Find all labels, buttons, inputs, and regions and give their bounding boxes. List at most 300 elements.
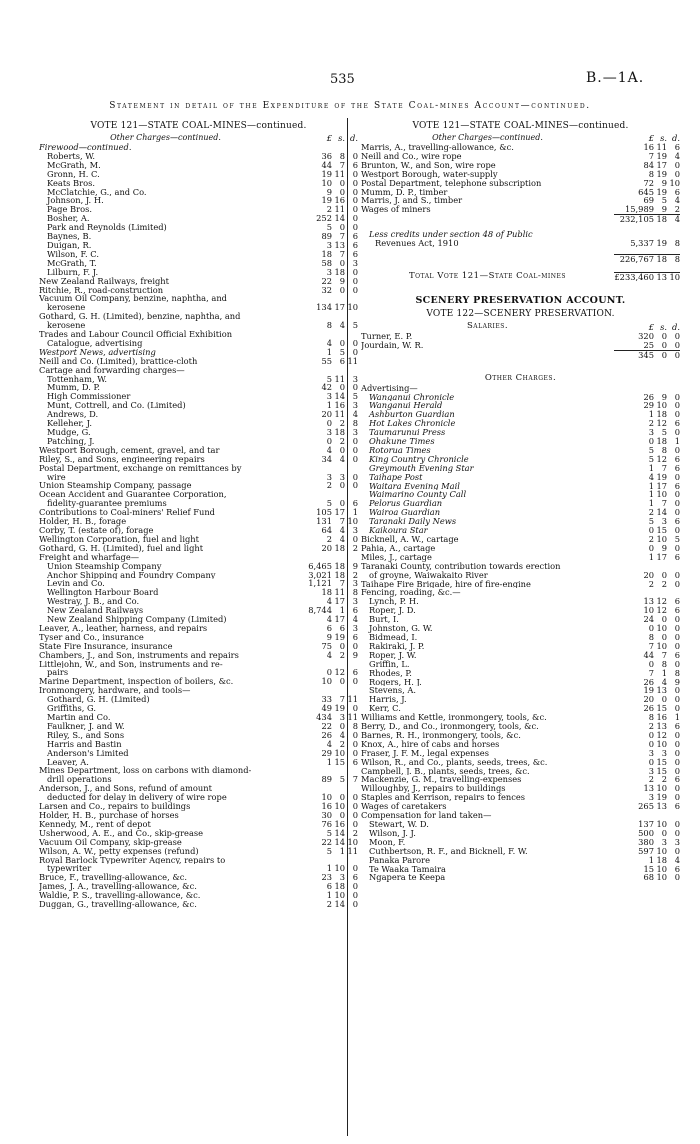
- pence-value: 0: [352, 453, 358, 464]
- ledger-entry-row: [39, 383, 358, 392]
- shillings-value: 11: [334, 204, 345, 215]
- ledger-entry-label: Wilson, A. W., petty expenses (refund): [39, 846, 199, 856]
- ledger-entry-amount: [614, 580, 680, 589]
- pence-value: 3: [352, 596, 358, 607]
- ledger-entry-row: [361, 722, 680, 731]
- ledger-entry-amount: [614, 651, 680, 660]
- shillings-value: 7: [339, 231, 345, 242]
- pence-value: 0: [674, 819, 680, 829]
- ledger-entry-row: [361, 695, 680, 704]
- pence-value: 0: [674, 729, 680, 740]
- ledger-entry-label: Fraser, J. F. M., legal expenses: [361, 748, 489, 758]
- ledger-entry-amount: [614, 758, 680, 767]
- ledger-entry-row: [39, 366, 358, 375]
- pounds-value: 5: [326, 498, 332, 509]
- pence-value: 5: [352, 391, 358, 402]
- other-charges-rows: [361, 384, 680, 883]
- pounds-value: 68: [643, 872, 654, 883]
- ledger-entry-row: [361, 633, 680, 642]
- ledger-entry-row: [39, 686, 358, 695]
- ledger-entry-row: [39, 517, 358, 526]
- pence-value: 11: [347, 845, 358, 856]
- pounds-value: 15: [643, 863, 654, 874]
- pounds-value: 4: [326, 596, 332, 607]
- ledger-entry-row: [39, 722, 358, 731]
- ledger-entry-row: [39, 232, 358, 241]
- pounds-value: 1: [648, 409, 654, 420]
- ledger-entry-label: Rakiraki, J. P.: [369, 641, 425, 651]
- pounds-value: 19: [321, 168, 332, 179]
- total-vote-amount: £233,460 13 10: [614, 271, 680, 282]
- pounds-value: 16: [321, 801, 332, 812]
- ledger-entry-label: Postal Department, telephone subscription: [361, 178, 542, 188]
- ledger-entry-amount: [292, 392, 358, 401]
- ledger-entry-row: [361, 758, 680, 767]
- ledger-entry-row: [39, 294, 358, 303]
- shillings-value: 3: [339, 872, 345, 883]
- pence-value: 0: [352, 204, 358, 215]
- ledger-entry-amount: [292, 873, 358, 882]
- pounds-value: 36: [321, 150, 332, 161]
- ledger-entry-row: [39, 508, 358, 517]
- shillings-value: 7: [661, 498, 667, 509]
- ledger-entry-row: [361, 384, 680, 393]
- ledger-entry-row: [361, 393, 680, 402]
- ledger-entry-label: Anderson's Limited: [47, 748, 129, 758]
- ledger-entry-row: [39, 829, 358, 838]
- ledger-entry-row: [39, 259, 358, 268]
- shillings-value: 5: [339, 774, 345, 785]
- ledger-entry-label: Hot Lakes Chronicle: [369, 419, 456, 429]
- ledger-entry-row: [361, 811, 680, 820]
- ledger-entry-amount: [614, 428, 680, 437]
- pence-value: 0: [674, 409, 680, 420]
- ledger-entry-label: Mudge, G.: [47, 428, 91, 437]
- ledger-entry-label: Rogers, H. J.: [369, 677, 422, 687]
- ledger-entry-row: [39, 838, 358, 847]
- ledger-entry-amount: [614, 482, 680, 491]
- shillings-value: 4: [339, 524, 345, 535]
- vote-heading: VOTE 121—STATE COAL-MINES—continued.: [90, 121, 307, 131]
- ledger-entry-row: [361, 446, 680, 455]
- shillings-value: 4: [339, 320, 345, 331]
- pence-value: 0: [674, 569, 680, 580]
- shillings-value: 1: [339, 845, 345, 856]
- pounds-value: 434: [316, 712, 332, 722]
- pence-value: 0: [352, 863, 358, 874]
- ledger-entry-label: Park and Reynolds (Limited): [47, 223, 167, 233]
- ledger-entry-label: Willoughby, J., repairs to buildings: [361, 784, 506, 794]
- shillings-value: 0: [339, 498, 345, 509]
- pounds-value: 0: [648, 525, 654, 536]
- pence-value: 11: [347, 694, 358, 705]
- pence-value: 6: [352, 756, 358, 767]
- ledger-entry-row: [361, 188, 680, 197]
- shillings-value: 0: [661, 330, 667, 341]
- pounds-value: 13: [643, 783, 654, 794]
- ledger-entry-label: Littlejohn, W., and Son, instruments and re-: [39, 659, 223, 669]
- shillings-value: 11: [656, 142, 667, 152]
- pounds-value: 20: [321, 409, 332, 420]
- ledger-entry-amount: [614, 873, 680, 882]
- pounds-value: 265: [638, 801, 654, 812]
- ledger-entry-row: [361, 473, 680, 482]
- ledger-entry-label: Brunton, W., and Son, wire rope: [361, 160, 496, 170]
- ledger-entry-label: Usherwood, A. E., and Co., skip-grease: [39, 828, 204, 838]
- pence-value: 0: [352, 818, 358, 829]
- ledger-entry-amount: [292, 749, 358, 758]
- net-amount: 226,767 18 8: [614, 254, 680, 264]
- ledger-entry-row: [39, 660, 358, 669]
- shillings-value: 19: [656, 168, 667, 179]
- shillings-value: 7: [339, 248, 345, 259]
- ledger-entry-row: [39, 401, 358, 410]
- pounds-value: 0: [648, 658, 654, 669]
- ledger-entry-row: [39, 490, 358, 499]
- ledger-entry-row: [39, 339, 358, 348]
- ledger-entry-label: Chambers, J., and Son, instruments and repairs: [39, 650, 239, 660]
- ledger-entry-label: Faulkner, J. and W.: [47, 721, 125, 731]
- shillings-value: 4: [339, 453, 345, 464]
- ledger-entry-label: Miles, J., cartage: [361, 552, 432, 562]
- pence-value: 0: [674, 489, 680, 500]
- ledger-entry-label: Trades and Labour Council Official Exhibition: [39, 330, 233, 339]
- ledger-entry-row: [39, 713, 358, 722]
- pence-value: 3: [352, 427, 358, 437]
- pounds-value: 18: [321, 248, 332, 259]
- ledger-entry-label: Campbell, J. B., plants, seeds, trees, &c.: [361, 766, 530, 776]
- shillings-value: 0: [661, 694, 667, 705]
- ledger-entry-label: New Zealand Railways: [47, 606, 144, 616]
- pounds-value: 2: [648, 774, 654, 785]
- ledger-entry-row: [361, 873, 680, 882]
- ledger-entry-label: Union Steamship Company, passage: [39, 481, 192, 491]
- ledger-entry-label: Neill and Co., wire rope: [361, 151, 462, 161]
- ledger-entry-label: Wilson, F. C.: [47, 249, 99, 259]
- pence-value: 0: [674, 623, 680, 634]
- pounds-header: £: [326, 133, 332, 144]
- shillings-value: 9: [661, 204, 667, 215]
- pounds-value: 3: [326, 427, 332, 437]
- ledger-entry-row: [39, 588, 358, 597]
- pounds-value: 252: [316, 213, 332, 224]
- ledger-entry-amount: [614, 767, 680, 776]
- ledger-entry-label: Martin and Co.: [47, 713, 111, 722]
- pounds-value: 8,744: [308, 605, 332, 616]
- pounds-value: 22: [321, 720, 332, 731]
- pence-value: 6: [352, 605, 358, 616]
- shillings-value: 0: [339, 640, 345, 651]
- pounds-value: 84: [643, 159, 654, 170]
- pence-value: 0: [674, 427, 680, 438]
- pounds-value: 7: [648, 640, 654, 651]
- ledger-entry-amount: [614, 517, 680, 526]
- pence-value: 0: [674, 400, 680, 411]
- ledger-entry-amount: [292, 731, 358, 740]
- pounds-value: 89: [321, 231, 332, 242]
- currency-header: £ s. d.: [648, 321, 680, 332]
- pounds-value: 9: [326, 631, 332, 642]
- shillings-header: s.: [338, 133, 345, 144]
- pence-value: 0: [352, 177, 358, 188]
- shillings-value: 10: [656, 819, 667, 829]
- ledger-entry-amount: [614, 508, 680, 517]
- ledger-entry-label: wire: [47, 472, 66, 482]
- pounds-value: 0: [648, 436, 654, 447]
- ledger-entry-amount: [292, 642, 358, 651]
- shillings-value: 18: [334, 427, 345, 437]
- ledger-entry-amount: [614, 624, 680, 633]
- shillings-header: s.: [660, 133, 667, 144]
- shillings-value: 2: [339, 738, 345, 749]
- pounds-value: 4: [326, 337, 332, 348]
- ledger-entry-label: Freight and wharfage—: [39, 552, 140, 562]
- ledger-entry-label: Wilson, R., and Co., plants, seeds, trees, &c.: [361, 757, 548, 767]
- right-column: [361, 120, 680, 882]
- shillings-value: 3: [661, 836, 667, 847]
- ledger-entry-row: [39, 704, 358, 713]
- pence-value: 0: [352, 533, 358, 544]
- ledger-entry-label: Wellington Harbour Board: [47, 588, 159, 598]
- pounds-value: 1: [326, 863, 332, 874]
- shillings-value: 19: [334, 703, 345, 714]
- ledger-entry-amount: [292, 615, 358, 624]
- ledger-entry-amount: [614, 740, 680, 749]
- ledger-entry-row: [39, 214, 358, 223]
- ledger-entry-row: [39, 668, 358, 677]
- pence-value: 4: [352, 409, 358, 420]
- shillings-value: 14: [334, 899, 345, 910]
- ledger-entry-label: Holder, H. B., forage: [39, 517, 127, 526]
- pence-value: 0: [352, 150, 358, 161]
- shillings-value: 0: [661, 339, 667, 350]
- ledger-entry-amount: [614, 473, 680, 482]
- pence-value: 0: [352, 284, 358, 295]
- ledger-entry-amount: [292, 891, 358, 900]
- pounds-value: 72: [643, 177, 654, 188]
- ledger-entry-row: [39, 286, 358, 295]
- coal-ledger-rows: [361, 143, 680, 214]
- currency-header-row: [39, 132, 358, 143]
- ledger-entry-amount: [614, 437, 680, 446]
- ledger-entry-row: [361, 482, 680, 491]
- ledger-entry-label: Kelleher, J.: [47, 419, 93, 428]
- pounds-value: 5: [648, 516, 654, 527]
- ledger-entry-label: Wanganui Herald: [369, 401, 443, 411]
- pence-value: 4: [352, 614, 358, 625]
- ledger-entry-amount: [292, 775, 358, 784]
- shillings-value: 18: [656, 436, 667, 447]
- ledger-entry-label: Keats Bros.: [47, 178, 96, 188]
- ledger-entry-row: [39, 179, 358, 188]
- pence-value: 0: [674, 471, 680, 482]
- pounds-value: 500: [638, 827, 654, 838]
- pounds-value: 1: [648, 462, 654, 473]
- ledger-entry-label: of groyne, Waiwakaito River: [369, 570, 488, 580]
- ledger-entry-row: [39, 882, 358, 891]
- ledger-entry-row: [39, 419, 358, 428]
- shillings-value: 6: [339, 355, 345, 366]
- shillings-value: 18: [656, 854, 667, 865]
- shillings-value: 17: [656, 551, 667, 562]
- pounds-value: 0: [648, 623, 654, 634]
- pence-value: 3: [352, 578, 358, 589]
- pence-value: 0: [674, 498, 680, 509]
- ledger-entry-row: [361, 865, 680, 874]
- shillings-value: 18: [334, 542, 345, 553]
- pence-value: 0: [674, 738, 680, 749]
- shillings-value: 19: [334, 631, 345, 642]
- pence-value: 3: [352, 257, 358, 268]
- pence-value: 10: [669, 177, 680, 188]
- ledger-entry-row: [361, 562, 680, 571]
- shillings-value: 0: [339, 792, 345, 803]
- pence-value: 11: [347, 712, 358, 722]
- pence-value: 0: [674, 747, 680, 758]
- shillings-value: 16: [656, 712, 667, 723]
- pence-value: 6: [352, 872, 358, 883]
- ledger-entry-label: Knox, A., hire of cabs and horses: [361, 739, 500, 749]
- pounds-value: 4: [326, 738, 332, 749]
- ledger-entry-label: Berry, D., and Co., ironmongery, tools, &c.: [361, 722, 539, 731]
- pounds-value: 6,465: [308, 560, 332, 571]
- shillings-value: 1: [661, 667, 667, 678]
- shillings-value: 2: [339, 418, 345, 429]
- ledger-entry-amount: [292, 179, 358, 188]
- ledger-entry-label: King Country Chronicle: [369, 454, 469, 464]
- total-vote-row: [361, 270, 680, 282]
- ledger-entry-label: State Fire Insurance, insurance: [39, 641, 173, 651]
- pounds-value: 4: [326, 614, 332, 625]
- ledger-entry-row: [39, 873, 358, 882]
- shillings-value: 0: [339, 186, 345, 197]
- ledger-entry-row: [361, 642, 680, 651]
- shillings-value: 1: [339, 605, 345, 616]
- ledger-entry-amount: [614, 419, 680, 428]
- ledger-entry-row: [39, 758, 358, 767]
- ledger-entry-row: [361, 678, 680, 687]
- pence-value: 0: [674, 525, 680, 536]
- subtotal-row: [361, 214, 680, 224]
- ledger-entry-row: [39, 357, 358, 366]
- ledger-entry-row: [39, 535, 358, 544]
- shillings-value: 14: [334, 836, 345, 847]
- ledger-entry-row: [39, 499, 358, 508]
- ledger-entry-label: Leaver, A.: [47, 757, 89, 767]
- ledger-entry-amount: [614, 847, 680, 856]
- shillings-value: 15: [656, 525, 667, 536]
- pounds-value: 20: [321, 542, 332, 553]
- ledger-entry-row: [361, 686, 680, 695]
- shillings-value: 4: [339, 729, 345, 740]
- ledger-entry-row: [39, 749, 358, 758]
- pence-value: 2: [674, 204, 680, 215]
- ledger-entry-label: Wanganui Chronicle: [369, 392, 455, 402]
- ledger-entry-label: Catalogue, advertising: [47, 338, 143, 348]
- pounds-value: 2: [648, 507, 654, 518]
- shillings-value: 3: [339, 471, 345, 482]
- pounds-value: 64: [321, 524, 332, 535]
- ledger-entry-row: [39, 526, 358, 535]
- shillings-value: 13: [656, 721, 667, 732]
- ledger-entry-label: Ohakune Times: [369, 437, 435, 446]
- shillings-value: 7: [339, 694, 345, 705]
- ledger-entry-row: [361, 749, 680, 758]
- pence-value: 0: [674, 703, 680, 714]
- ledger-entry-row: [39, 464, 358, 473]
- pence-value: 1: [674, 712, 680, 723]
- pounds-value: 2: [648, 418, 654, 429]
- ledger-entry-label: Baynes, B.: [47, 232, 92, 241]
- pounds-value: 3: [648, 747, 654, 758]
- ledger-entry-row: [39, 330, 358, 339]
- ledger-entry-row: [361, 490, 680, 499]
- ledger-entry-label: Gothard, G. H. (Limited): [47, 695, 150, 705]
- ledger-entry-row: [39, 651, 358, 660]
- ledger-entry-amount: [614, 499, 680, 508]
- ledger-entry-row: [361, 793, 680, 802]
- shillings-value: 0: [339, 809, 345, 820]
- ledger-entry-row: [39, 170, 358, 179]
- ledger-entry-label: Mumm, D. P., timber: [361, 187, 448, 197]
- shillings-value: 16: [334, 195, 345, 206]
- pounds-value: 0: [648, 756, 654, 767]
- ledger-entry-row: [39, 606, 358, 615]
- pence-value: 6: [674, 480, 680, 491]
- document-reference: B.—1A.: [586, 70, 645, 86]
- pounds-value: 137: [638, 819, 654, 829]
- pounds-value: 2: [326, 204, 332, 215]
- ledger-entry-amount: [292, 214, 358, 223]
- pence-value: 0: [352, 346, 358, 357]
- ledger-entry-row: [39, 143, 358, 152]
- ledger-entry-label: Westray, J. B., and Co.: [47, 597, 140, 607]
- pounds-value: 1: [326, 346, 332, 357]
- shillings-value: 8: [661, 444, 667, 455]
- ledger-entry-label: Neill and Co. (Limited), brattice-cloth: [39, 356, 198, 366]
- ledger-entry-label: Ocean Accident and Guarantee Corporation,: [39, 490, 227, 500]
- pounds-value: 1: [326, 890, 332, 901]
- ledger-entry-label: Lilburn, F. J.: [47, 267, 99, 277]
- ledger-entry-label: Gothard, G. H. (Limited), fuel and light: [39, 543, 204, 553]
- currency-header-row-right: [361, 132, 680, 143]
- pounds-value: 320: [638, 330, 654, 341]
- ledger-entry-label: Duigan, R.: [47, 240, 92, 250]
- pence-value: 6: [674, 863, 680, 874]
- ledger-entry-row: [39, 375, 358, 384]
- ledger-entry-label: Lynch, P. H.: [369, 597, 419, 607]
- ledger-entry-row: [39, 250, 358, 259]
- pence-value: 0: [674, 792, 680, 803]
- shillings-value: 10: [334, 890, 345, 901]
- ledger-entry-amount: [292, 437, 358, 446]
- ledger-entry-amount: [292, 544, 358, 553]
- pence-value: 2: [352, 542, 358, 553]
- ledger-entry-amount: [614, 455, 680, 464]
- ledger-entry-label: Bosher, A.: [47, 214, 90, 224]
- pence-value: 4: [674, 150, 680, 161]
- ledger-entry-amount: [614, 571, 680, 580]
- pence-value: 0: [352, 676, 358, 687]
- shillings-value: 0: [339, 382, 345, 393]
- shillings-value: 15: [656, 703, 667, 714]
- shillings-value: 19: [656, 186, 667, 197]
- ledger-entry-label: Postal Department, exchange on remittances by: [39, 463, 242, 473]
- shillings-value: 3: [661, 516, 667, 527]
- pence-value: 9: [352, 560, 358, 571]
- salaries-header-row: [361, 320, 680, 332]
- pence-value: 0: [674, 685, 680, 696]
